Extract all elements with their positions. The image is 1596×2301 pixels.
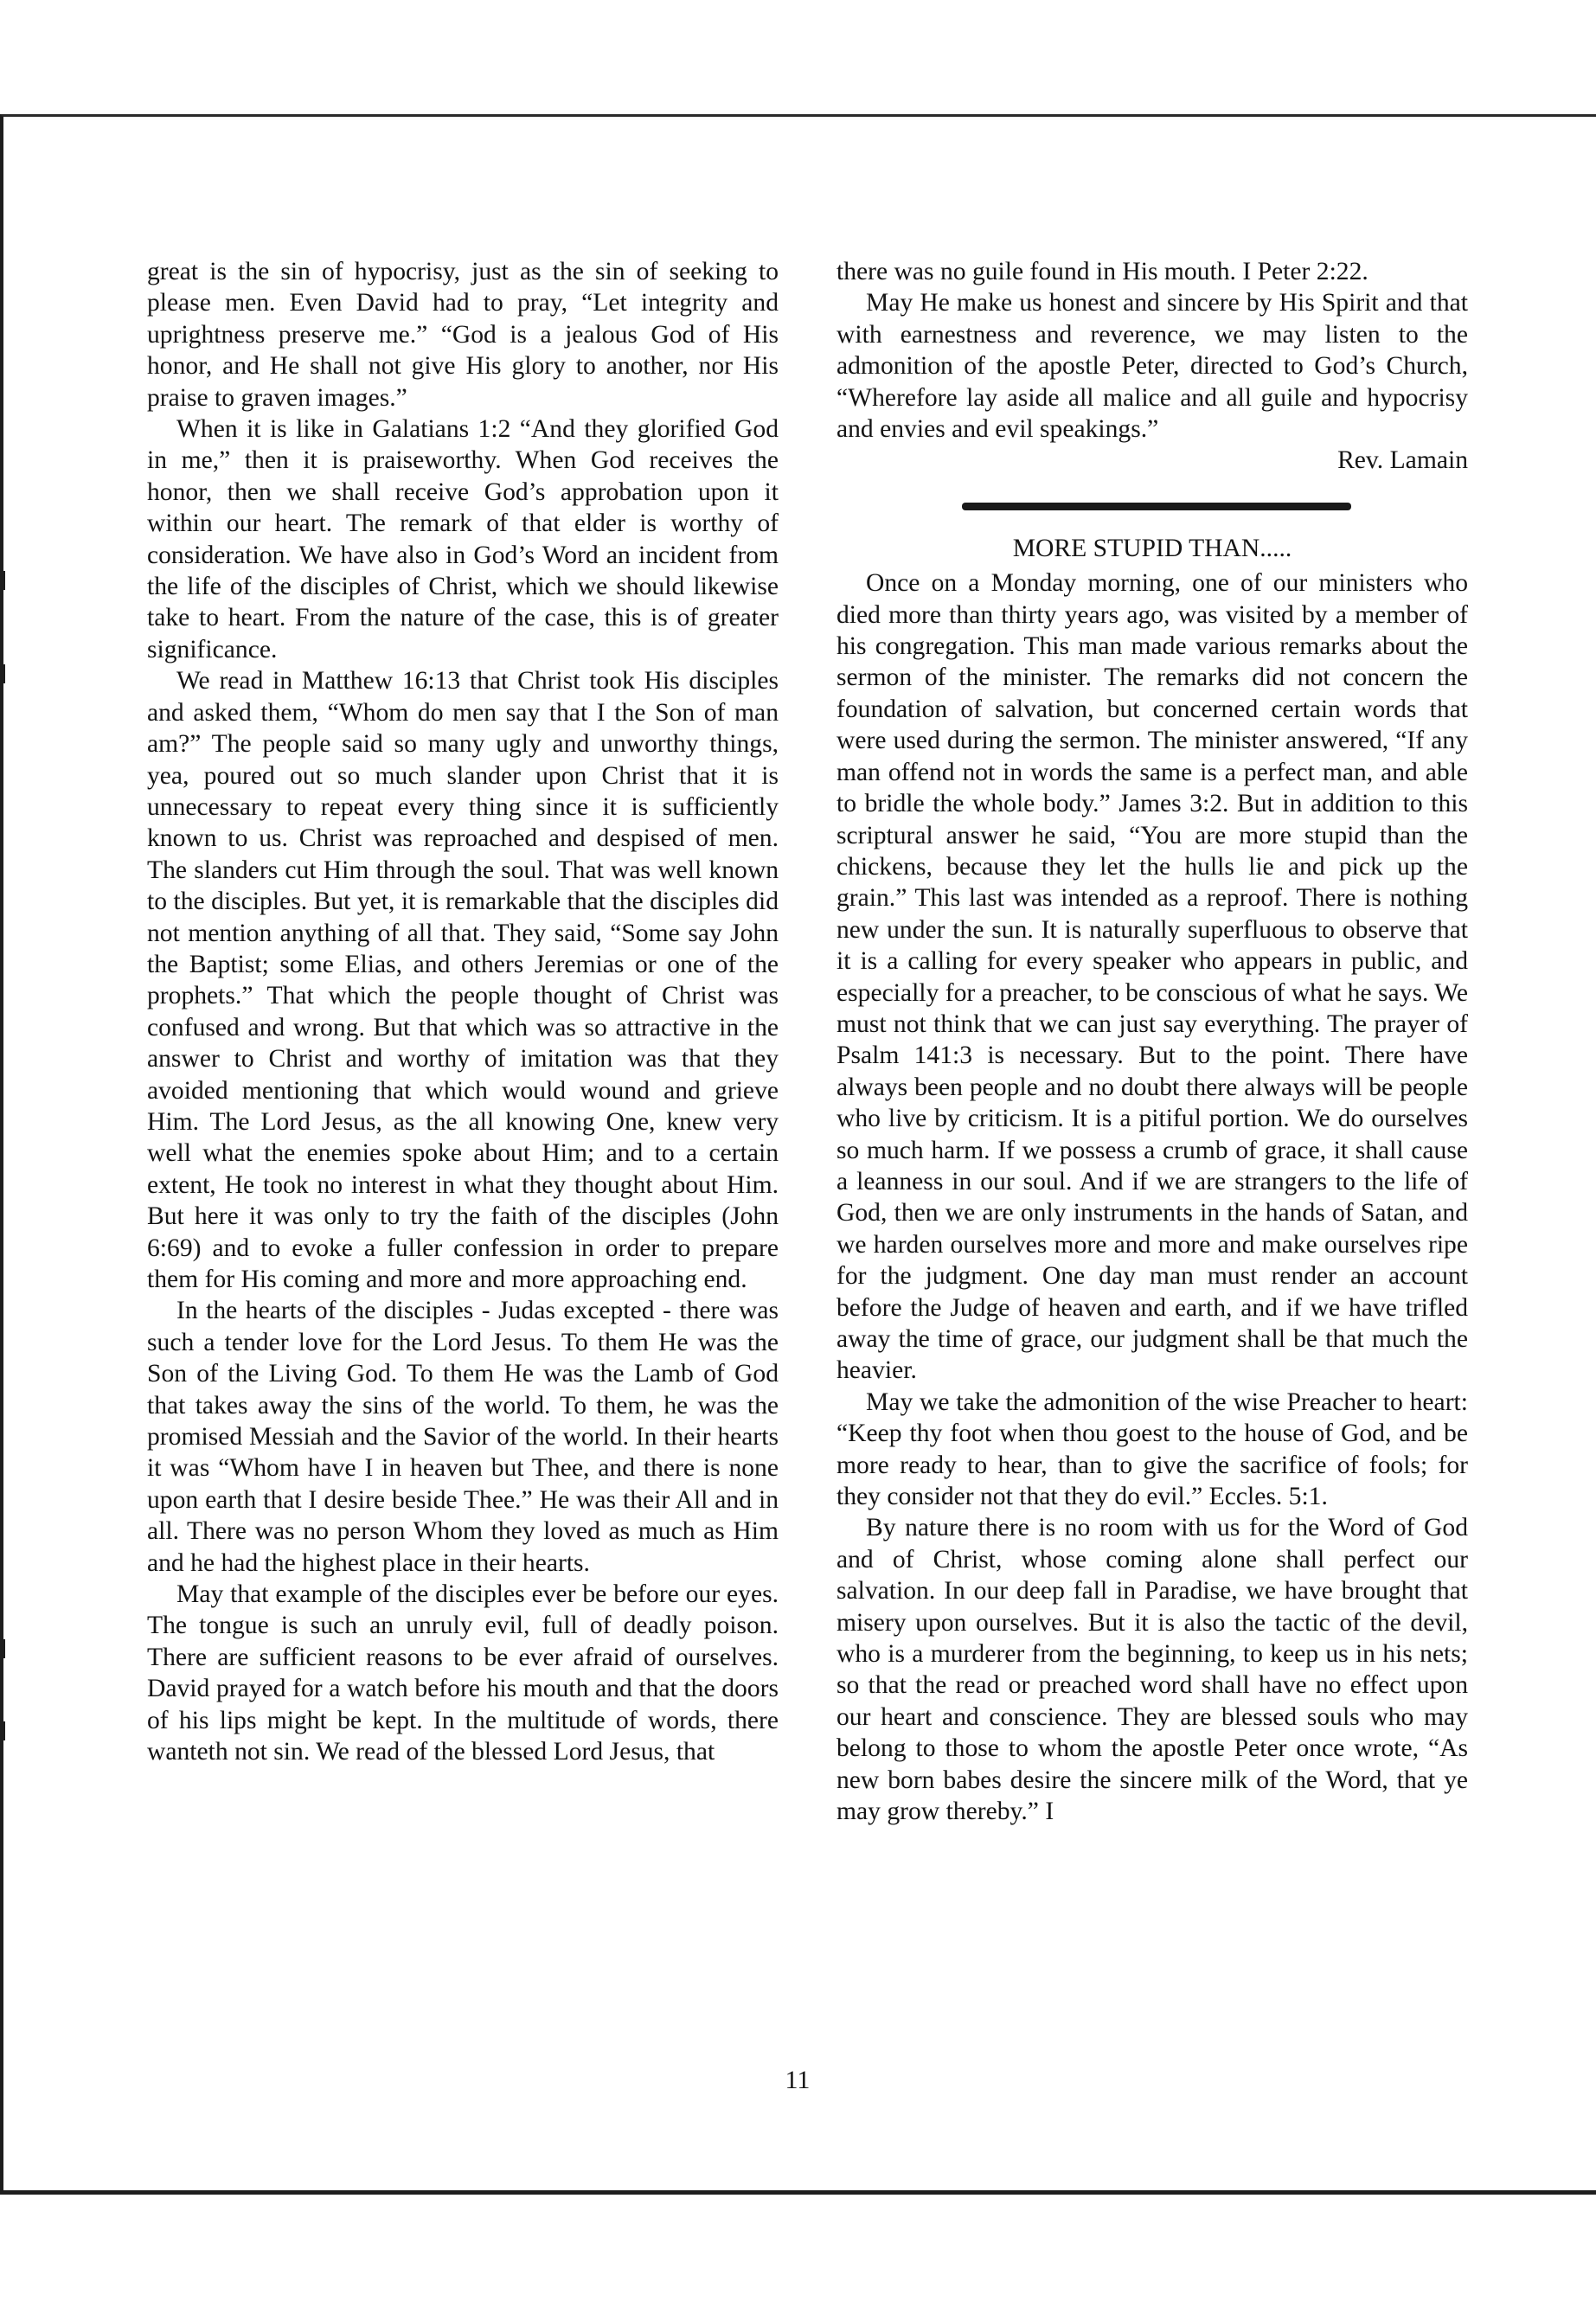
page-number: 11 <box>785 2066 811 2094</box>
section-divider <box>962 503 1351 510</box>
right-column <box>836 256 1468 1828</box>
author-signature: Rev. Lamain <box>1337 446 1468 475</box>
paragraph: By nature there is no room with us for the Word of God and of Christ, whose coming alone shall perfect our salvation. In our deep fall in Paradise, we have brought that misery upon ourselves. But it is also the tactic of the devil, who is a murderer from the beginning, to keep us in his nets; so that the read or preached word shall have no effect upon our heart and conscience. They are blessed souls who may belong to those to whom the apostle Peter once wrote, “As new born babes desire the sincere milk of the Word, that ye may grow thereby.” I <box>836 1514 1468 1826</box>
paragraph: When it is like in Galatians 1:2 “And they glorified God in me,” then it is praiseworthy. When God receives the honor, then we shall receive God’s approbation upon it within our heart. The remark of that elder is worthy of consideration. We have also in God’s Word an incident from the life of the disciples of Christ, which we should likewise take to heart. From the nature of the case, this is of greater significance. <box>147 415 779 663</box>
paragraph: May we take the admonition of the wise Preacher to heart: “Keep thy foot when thou goest to the house of God, and be more ready to hear, than to give the sacrifice of fools; for they consider not that they do evil.” Eccles. 5:1. <box>836 1388 1468 1511</box>
paragraph: great is the sin of hypocrisy, just as the sin of seeking to please men. Even David had to pray, “Let integrity and uprightness preserve me.” “God is a jealous God of His honor, and He shall not give His glory to another, nor His praise to graven images.” <box>147 258 779 412</box>
margin-mark <box>0 571 5 590</box>
paragraph: Once on a Monday morning, one of our ministers who died more than thirty years ago, was visited by a member of his congregation. This man made various remarks about the sermon of the minister. The remarks did not concern the foundation of salvation, but concerned certain words that were used during the sermon. The minister answered, “If any man offend not in words the same is a perfect man, and able to bridle the whole body.” James 3:2. But in addition to this scriptural answer he said, “You are more stupid than the chickens, because they let the hulls lie and pick up the grain.” This last was intended as a reproof. There is nothing new under the sun. It is naturally superfluous to observe that it is a calling for every speaker who appears in public, and especially for a preacher, to be conscious of what he says. We must not think that we can just say everything. The prayer of Psalm 141:3 is necessary. But to the point. There have always been people and no doubt there always will be people who live by criticism. It is a pitiful portion. We do ourselves so much harm. If we possess a crumb of grace, it shall cause a leanness in our soul. And if we are strangers to the life of God, then we are only instruments in the hands of Satan, and we harden ourselves more and more and make ourselves ripe for the judgment. One day man must render an account before the Judge of heaven and earth, and if we have trifled away the time of grace, our judgment shall be that much the heavier. <box>836 569 1468 1385</box>
paragraph: In the hearts of the disciples - Judas excepted - there was such a tender love for the Lord Jesus. To them He was the Son of the Living God. To them He was the Lamb of God that takes away the sins of the world. To them, he was the promised Messiah and the Savior of the world. In their hearts it was “Whom have I in heaven but Thee, and there is none upon earth that I desire beside Thee.” He was their All and in all. There was no person Whom they loved as much as Him and he had the highest place in their hearts. <box>147 1297 779 1577</box>
left-column <box>147 256 779 1768</box>
paragraph: We read in Matthew 16:13 that Christ took His disciples and asked them, “Whom do men say that I the Son of man am?” The people said so many ugly and unworthy things, yea, poured out so much slander upon Christ that it is unnecessary to repeat every thing since it is sufficiently known to us. Christ was reproached and despised of men. The slanders cut Him through the soul. That was well known to the disciples. But yet, it is remarkable that the disciples did not mention anything of all that. They said, “Some say John the Baptist; some Elias, and others Jeremias or one of the prophets.” That which the people thought of Christ was confused and wrong. But that which was so attractive in the answer to Christ and worthy of imitation was that they avoided mentioning that which would wound and grieve Him. The Lord Jesus, as the all knowing One, knew very well what the enemies spoke about Him; and to a certain extent, He took no interest in what they thought about Him. But here it was only to try the faith of the disciples (John 6:69) and to evoke a fuller confession in order to prepare them for His coming and more and more approaching end. <box>147 667 779 1293</box>
paragraph: there was no guile found in His mouth. I Peter 2:22. <box>836 258 1368 285</box>
margin-mark <box>0 1721 5 1740</box>
section-heading: MORE STUPID THAN..... <box>1012 534 1292 562</box>
paragraph: May that example of the disciples ever be before our eyes. The tongue is such an unruly evil, full of deadly poison. There are sufficient reasons to be ever afraid of ourselves. David prayed for a watch before his mouth and that the doors of his lips might be kept. In the multitude of words, there wanteth not sin. We read of the blessed Lord Jesus, that <box>147 1580 779 1766</box>
margin-mark <box>0 664 5 683</box>
margin-mark <box>0 1639 5 1658</box>
paragraph: May He make us honest and sincere by His Spirit and that with earnestness and reverence, we may listen to the admonition of the apostle Peter, directed to God’s Church, “Wherefore lay aside all malice and all guile and hypocrisy and envies and evil speakings.” <box>836 289 1468 444</box>
